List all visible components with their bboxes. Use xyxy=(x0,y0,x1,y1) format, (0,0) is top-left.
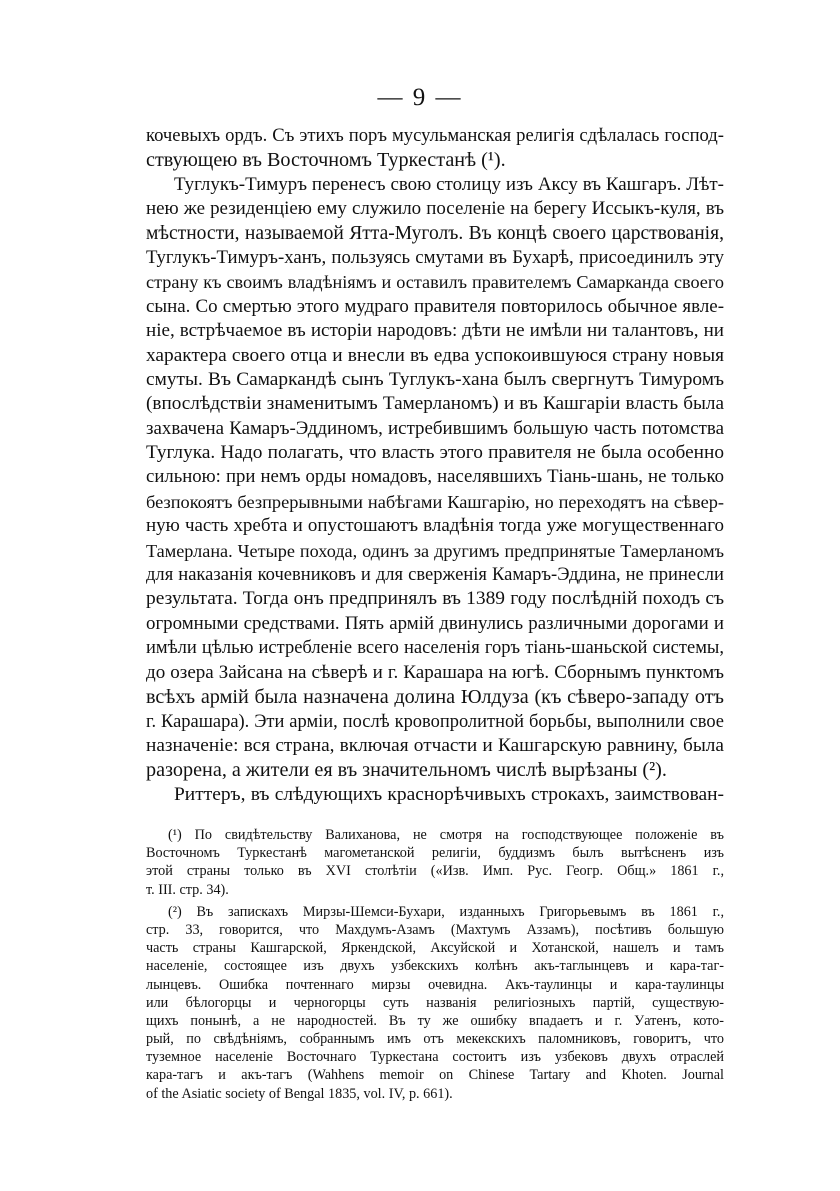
footnote-line: часть страны Кашгарской, Яркендской, Аксуйской и Хотанской, нашелъ и тамъ xyxy=(146,940,724,957)
text-line: ную часть хребта и опустошаютъ владѣнія тогда уже могущественнаго xyxy=(146,515,724,537)
footnote-line: населеніе, состоящее изъ двухъ узбекскихъ колѣнъ акъ-таглынцевъ и кара-таг- xyxy=(146,958,724,975)
footnote-line: лынцевъ. Ошибка почтеннаго мирзы очевидна. Акъ-таулинцы и кара-таулинцы xyxy=(146,976,724,993)
footnote-line: или бѣлогорцы и черногорцы суть названія религіозныхъ партій, существую- xyxy=(146,994,724,1011)
text-line: смуты. Въ Самаркандѣ сынъ Туглукъ-хана былъ свергнутъ Тимуромъ xyxy=(146,368,724,390)
text-line: сильною: при немъ орды номадовъ, населявшихъ Тіань-шань, не только xyxy=(146,466,724,488)
text-line: ніе, встрѣчаемое въ исторіи народовъ: дѣти не имѣли ни талантовъ, ни xyxy=(146,320,724,342)
main-text xyxy=(146,124,724,807)
footnote-line: (¹) По свидѣтельству Валиханова, не смотря на господствующее положеніе въ xyxy=(168,827,724,843)
text-line: всѣхъ армій была назначена долина Юлдуза (къ сѣверо-западу отъ xyxy=(146,685,724,708)
text-line: г. Карашара). Эти арміи, послѣ кровопролитной борьбы, выполнили свое xyxy=(146,711,724,732)
page-number: — 9 — xyxy=(377,84,463,111)
footnote-line: туземное населеніе Восточнаго Туркестана состоитъ изъ узбековъ двухъ отраслей xyxy=(146,1049,724,1066)
text-line: разорена, а жители ея въ значительномъ числѣ вырѣзаны (²). xyxy=(146,759,667,782)
text-line: кочевыхъ ордъ. Съ этихъ поръ мусульманская религія сдѣлалась господ- xyxy=(146,125,724,146)
footnote-line: рый, по свѣдѣніямъ, собраннымъ имъ отъ мекекскихъ паломниковъ, говоритъ, что xyxy=(146,1031,724,1048)
text-line: до озера Зайсана на сѣверѣ и г. Карашара на югѣ. Сборнымъ пунктомъ xyxy=(146,661,724,683)
text-line: характера своего отца и внесли въ едва успокоившуюся страну новыя xyxy=(146,344,724,366)
footnote-line: кара-тагъ и акъ-тагъ (Wahhens memoir on Chinese Tartary and Khoten. Journal xyxy=(146,1067,724,1084)
text-line: Туглука. Надо полагать, что власть этого правителя не была особенно xyxy=(146,442,724,464)
text-line: сына. Со смертью этого мудраго правителя повторилось обычное явле- xyxy=(146,295,724,317)
text-line: Риттеръ, въ слѣдующихъ краснорѣчивыхъ строкахъ, заимствован- xyxy=(174,783,724,805)
text-line: результата. Тогда онъ предпринялъ въ 1389 году послѣдній походъ съ xyxy=(146,588,724,610)
text-line: Тамерлана. Четыре похода, одинъ за другимъ предпринятые Тамерланомъ xyxy=(146,540,724,561)
text-line: Туглукъ-Тимуръ-ханъ, пользуясь смутами въ Бухарѣ, присоединилъ эту xyxy=(146,246,724,268)
text-line: огромными средствами. Пять армій двинулись различными дорогами и xyxy=(146,612,724,634)
text-line: страну къ своимъ владѣніямъ и оставилъ правителемъ Самарканда своего xyxy=(146,272,724,293)
text-line: захвачена Камаръ-Эддиномъ, истребившимъ большую часть потомства xyxy=(146,417,724,439)
text-line: (впослѣдствіи знаменитымъ Тамерланомъ) и въ Кашгаріи власть была xyxy=(146,393,724,415)
footnote-line: of the Asiatic society of Bengal 1835, vol. IV, p. 661). xyxy=(146,1085,453,1102)
footnote-line: Восточномъ Туркестанѣ магометанской религіи, буддизмъ былъ вытѣсненъ изъ xyxy=(146,845,724,862)
text-line: мѣстности, называемой Ятта-Муголъ. Въ концѣ своего царствованія, xyxy=(146,222,724,244)
footnote-line: (²) Въ запискахъ Мирзы-Шемси-Бухари, изданныхъ Григорьевымъ въ 1861 г., xyxy=(168,903,724,920)
text-line: ствующею въ Восточномъ Туркестанѣ (¹). xyxy=(146,149,506,172)
footnote-line: щихъ понынѣ, а не народностей. Въ ту же ошибку впадаетъ и г. Уатенъ, кото- xyxy=(146,1012,724,1029)
footnotes xyxy=(146,826,724,1103)
text-line: для наказанія кочевниковъ и для сверженія Камаръ-Эддина, не принесли xyxy=(146,564,724,586)
footnote-line: стр. 33, говорится, что Махдумъ-Азамъ (Махтумъ Аззамъ), посѣтивъ большую xyxy=(146,921,724,938)
text-line: имѣли цѣлью истребленіе всего населенія горъ тіань-шаньской системы, xyxy=(146,637,724,659)
footnote-line: т. III. стр. 34). xyxy=(146,881,229,898)
text-line: нею же резиденціею ему служило поселеніе на берегу Иссыкъ-куля, въ xyxy=(146,198,724,220)
text-line: назначеніе: вся страна, включая отчасти и Кашгарскую равнину, была xyxy=(146,734,724,756)
text-line: безпокоятъ безпрерывными набѣгами Кашгарію, но переходятъ на сѣвер- xyxy=(146,491,724,512)
text-line: Туглукъ-Тимуръ перенесъ свою столицу изъ Аксу въ Кашгаръ. Лѣт- xyxy=(174,173,724,195)
footnote-line: этой страны только въ XVI столѣтіи («Изв. Имп. Рус. Геогр. Общ.» 1861 г., xyxy=(146,863,724,880)
